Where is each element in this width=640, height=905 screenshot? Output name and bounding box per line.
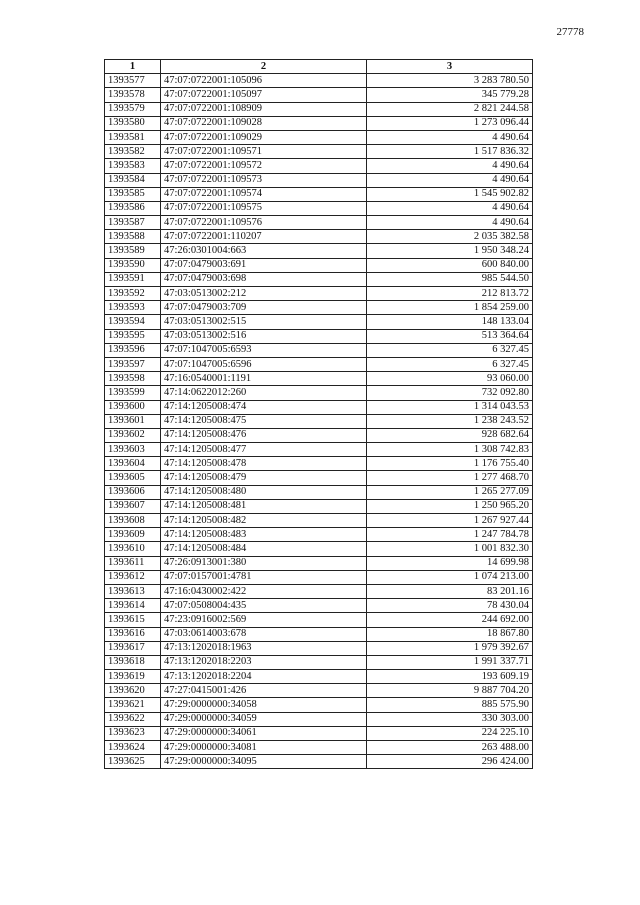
cadastral-value-cell: 345 779.28 [367, 88, 533, 102]
row-number-cell: 1393601 [105, 414, 161, 428]
cadastral-number-cell: 47:07:0722001:105097 [161, 88, 367, 102]
table-row [105, 712, 533, 726]
table-header-row [105, 60, 533, 74]
table-row [105, 159, 533, 173]
cadastral-value-cell: 4 490.64 [367, 130, 533, 144]
row-number-cell: 1393577 [105, 74, 161, 88]
cadastral-number-cell: 47:14:1205008:482 [161, 514, 367, 528]
column-header-1: 1 [105, 60, 161, 74]
row-number-cell: 1393599 [105, 386, 161, 400]
cadastral-value-table [104, 59, 533, 769]
table-row [105, 187, 533, 201]
table-row [105, 216, 533, 230]
table-row [105, 130, 533, 144]
cadastral-number-cell: 47:03:0513002:516 [161, 329, 367, 343]
table-row [105, 116, 533, 130]
cadastral-number-cell: 47:14:1205008:480 [161, 485, 367, 499]
cadastral-number-cell: 47:16:0430002:422 [161, 584, 367, 598]
cadastral-number-cell: 47:07:1047005:6593 [161, 343, 367, 357]
cadastral-number-cell: 47:07:0722001:109576 [161, 216, 367, 230]
cadastral-value-cell: 1 308 742.83 [367, 443, 533, 457]
cadastral-value-cell: 2 035 382.58 [367, 230, 533, 244]
row-number-cell: 1393603 [105, 443, 161, 457]
cadastral-number-cell: 47:07:0722001:109028 [161, 116, 367, 130]
row-number-cell: 1393623 [105, 726, 161, 740]
row-number-cell: 1393612 [105, 570, 161, 584]
table-row [105, 287, 533, 301]
table-row [105, 145, 533, 159]
row-number-cell: 1393578 [105, 88, 161, 102]
row-number-cell: 1393613 [105, 584, 161, 598]
cadastral-value-cell: 928 682.64 [367, 428, 533, 442]
cadastral-number-cell: 47:14:1205008:478 [161, 457, 367, 471]
row-number-cell: 1393610 [105, 542, 161, 556]
cadastral-value-cell: 1 854 259.00 [367, 301, 533, 315]
cadastral-value-cell: 1 001 832.30 [367, 542, 533, 556]
cadastral-number-cell: 47:14:1205008:476 [161, 428, 367, 442]
row-number-cell: 1393611 [105, 556, 161, 570]
row-number-cell: 1393615 [105, 613, 161, 627]
cadastral-value-cell: 4 490.64 [367, 216, 533, 230]
cadastral-value-cell: 4 490.64 [367, 201, 533, 215]
table-row [105, 88, 533, 102]
row-number-cell: 1393589 [105, 244, 161, 258]
table-row [105, 684, 533, 698]
row-number-cell: 1393605 [105, 471, 161, 485]
row-number-cell: 1393604 [105, 457, 161, 471]
column-header-3: 3 [367, 60, 533, 74]
cadastral-value-cell: 9 887 704.20 [367, 684, 533, 698]
row-number-cell: 1393616 [105, 627, 161, 641]
cadastral-value-cell: 732 092.80 [367, 386, 533, 400]
table-row [105, 556, 533, 570]
cadastral-value-cell: 263 488.00 [367, 741, 533, 755]
row-number-cell: 1393602 [105, 428, 161, 442]
cadastral-number-cell: 47:03:0513002:515 [161, 315, 367, 329]
table-row [105, 485, 533, 499]
table-row [105, 755, 533, 769]
table-row [105, 400, 533, 414]
cadastral-number-cell: 47:07:0722001:109029 [161, 130, 367, 144]
cadastral-number-cell: 47:07:1047005:6596 [161, 357, 367, 371]
cadastral-number-cell: 47:14:1205008:481 [161, 499, 367, 513]
page-number: 27778 [556, 26, 584, 38]
table-row [105, 74, 533, 88]
cadastral-value-cell: 296 424.00 [367, 755, 533, 769]
table-row [105, 301, 533, 315]
table-row [105, 357, 533, 371]
column-header-2: 2 [161, 60, 367, 74]
table-body [105, 74, 533, 769]
row-number-cell: 1393622 [105, 712, 161, 726]
cadastral-value-cell: 1 314 043.53 [367, 400, 533, 414]
row-number-cell: 1393591 [105, 272, 161, 286]
table-row [105, 443, 533, 457]
cadastral-value-cell: 330 303.00 [367, 712, 533, 726]
cadastral-value-cell: 513 364.64 [367, 329, 533, 343]
row-number-cell: 1393609 [105, 528, 161, 542]
cadastral-value-cell: 1 250 965.20 [367, 499, 533, 513]
cadastral-value-cell: 6 327.45 [367, 343, 533, 357]
cadastral-number-cell: 47:07:0722001:109575 [161, 201, 367, 215]
cadastral-number-cell: 47:14:1205008:483 [161, 528, 367, 542]
table-row [105, 386, 533, 400]
cadastral-value-cell: 193 609.19 [367, 670, 533, 684]
row-number-cell: 1393584 [105, 173, 161, 187]
cadastral-number-cell: 47:14:1205008:479 [161, 471, 367, 485]
cadastral-value-cell: 1 247 784.78 [367, 528, 533, 542]
cadastral-number-cell: 47:07:0722001:105096 [161, 74, 367, 88]
cadastral-number-cell: 47:07:0722001:109571 [161, 145, 367, 159]
cadastral-number-cell: 47:29:0000000:34058 [161, 698, 367, 712]
cadastral-value-cell: 212 813.72 [367, 287, 533, 301]
table-row [105, 613, 533, 627]
table-row [105, 499, 533, 513]
cadastral-number-cell: 47:07:0508004:435 [161, 599, 367, 613]
cadastral-value-cell: 600 840.00 [367, 258, 533, 272]
cadastral-value-cell: 6 327.45 [367, 357, 533, 371]
cadastral-value-cell: 14 699.98 [367, 556, 533, 570]
cadastral-number-cell: 47:07:0479003:691 [161, 258, 367, 272]
cadastral-value-cell: 1 074 213.00 [367, 570, 533, 584]
cadastral-value-cell: 1 979 392.67 [367, 641, 533, 655]
cadastral-value-cell: 1 273 096.44 [367, 116, 533, 130]
cadastral-number-cell: 47:07:0722001:109572 [161, 159, 367, 173]
cadastral-value-cell: 1 545 902.82 [367, 187, 533, 201]
row-number-cell: 1393587 [105, 216, 161, 230]
row-number-cell: 1393606 [105, 485, 161, 499]
cadastral-number-cell: 47:29:0000000:34095 [161, 755, 367, 769]
cadastral-number-cell: 47:27:0415001:426 [161, 684, 367, 698]
cadastral-number-cell: 47:29:0000000:34081 [161, 741, 367, 755]
row-number-cell: 1393590 [105, 258, 161, 272]
table-row [105, 741, 533, 755]
table-row [105, 698, 533, 712]
row-number-cell: 1393580 [105, 116, 161, 130]
cadastral-number-cell: 47:23:0916002:569 [161, 613, 367, 627]
cadastral-number-cell: 47:07:0722001:108909 [161, 102, 367, 116]
table-row [105, 258, 533, 272]
row-number-cell: 1393592 [105, 287, 161, 301]
row-number-cell: 1393588 [105, 230, 161, 244]
cadastral-number-cell: 47:13:1202018:2204 [161, 670, 367, 684]
table-row [105, 201, 533, 215]
cadastral-value-cell: 224 225.10 [367, 726, 533, 740]
cadastral-number-cell: 47:07:0479003:698 [161, 272, 367, 286]
row-number-cell: 1393579 [105, 102, 161, 116]
cadastral-value-cell: 18 867.80 [367, 627, 533, 641]
cadastral-number-cell: 47:07:0722001:109574 [161, 187, 367, 201]
table-row [105, 514, 533, 528]
row-number-cell: 1393614 [105, 599, 161, 613]
cadastral-value-cell: 2 821 244.58 [367, 102, 533, 116]
table-row [105, 599, 533, 613]
row-number-cell: 1393596 [105, 343, 161, 357]
table-row [105, 230, 533, 244]
table-row [105, 726, 533, 740]
row-number-cell: 1393583 [105, 159, 161, 173]
cadastral-value-cell: 985 544.50 [367, 272, 533, 286]
cadastral-value-cell: 4 490.64 [367, 159, 533, 173]
row-number-cell: 1393619 [105, 670, 161, 684]
row-number-cell: 1393618 [105, 655, 161, 669]
row-number-cell: 1393608 [105, 514, 161, 528]
cadastral-value-cell: 93 060.00 [367, 372, 533, 386]
cadastral-number-cell: 47:26:0913001:380 [161, 556, 367, 570]
row-number-cell: 1393595 [105, 329, 161, 343]
table-row [105, 627, 533, 641]
table-row [105, 329, 533, 343]
cadastral-value-cell: 4 490.64 [367, 173, 533, 187]
table-row [105, 457, 533, 471]
cadastral-value-cell: 78 430.04 [367, 599, 533, 613]
table-row [105, 670, 533, 684]
cadastral-number-cell: 47:14:1205008:474 [161, 400, 367, 414]
table-row [105, 272, 533, 286]
table-row [105, 428, 533, 442]
row-number-cell: 1393581 [105, 130, 161, 144]
cadastral-number-cell: 47:07:0157001:4781 [161, 570, 367, 584]
cadastral-number-cell: 47:14:1205008:475 [161, 414, 367, 428]
table-row [105, 414, 533, 428]
cadastral-number-cell: 47:13:1202018:1963 [161, 641, 367, 655]
table-row [105, 528, 533, 542]
row-number-cell: 1393593 [105, 301, 161, 315]
cadastral-number-cell: 47:07:0722001:110207 [161, 230, 367, 244]
table-row [105, 570, 533, 584]
cadastral-value-cell: 1 176 755.40 [367, 457, 533, 471]
table-row [105, 102, 533, 116]
row-number-cell: 1393594 [105, 315, 161, 329]
cadastral-number-cell: 47:03:0614003:678 [161, 627, 367, 641]
cadastral-value-cell: 1 991 337.71 [367, 655, 533, 669]
table-row [105, 641, 533, 655]
cadastral-value-cell: 1 277 468.70 [367, 471, 533, 485]
cadastral-number-cell: 47:03:0513002:212 [161, 287, 367, 301]
table-row [105, 315, 533, 329]
table-row [105, 655, 533, 669]
cadastral-value-cell: 244 692.00 [367, 613, 533, 627]
cadastral-value-cell: 1 517 836.32 [367, 145, 533, 159]
cadastral-number-cell: 47:29:0000000:34061 [161, 726, 367, 740]
cadastral-value-cell: 1 267 927.44 [367, 514, 533, 528]
cadastral-number-cell: 47:07:0479003:709 [161, 301, 367, 315]
row-number-cell: 1393620 [105, 684, 161, 698]
table-row [105, 244, 533, 258]
row-number-cell: 1393598 [105, 372, 161, 386]
cadastral-value-cell: 1 950 348.24 [367, 244, 533, 258]
cadastral-number-cell: 47:14:1205008:477 [161, 443, 367, 457]
table-row [105, 173, 533, 187]
row-number-cell: 1393582 [105, 145, 161, 159]
cadastral-number-cell: 47:14:0622012:260 [161, 386, 367, 400]
cadastral-number-cell: 47:29:0000000:34059 [161, 712, 367, 726]
table-row [105, 471, 533, 485]
cadastral-value-cell: 1 238 243.52 [367, 414, 533, 428]
row-number-cell: 1393624 [105, 741, 161, 755]
row-number-cell: 1393607 [105, 499, 161, 513]
cadastral-value-cell: 148 133.04 [367, 315, 533, 329]
row-number-cell: 1393625 [105, 755, 161, 769]
row-number-cell: 1393617 [105, 641, 161, 655]
row-number-cell: 1393597 [105, 357, 161, 371]
table-row [105, 372, 533, 386]
cadastral-value-cell: 1 265 277.09 [367, 485, 533, 499]
row-number-cell: 1393600 [105, 400, 161, 414]
cadastral-number-cell: 47:13:1202018:2203 [161, 655, 367, 669]
table-row [105, 343, 533, 357]
row-number-cell: 1393621 [105, 698, 161, 712]
row-number-cell: 1393586 [105, 201, 161, 215]
cadastral-number-cell: 47:16:0540001:1191 [161, 372, 367, 386]
cadastral-value-cell: 3 283 780.50 [367, 74, 533, 88]
cadastral-number-cell: 47:26:0301004:663 [161, 244, 367, 258]
cadastral-number-cell: 47:07:0722001:109573 [161, 173, 367, 187]
table-row [105, 542, 533, 556]
table-row [105, 584, 533, 598]
cadastral-value-cell: 83 201.16 [367, 584, 533, 598]
row-number-cell: 1393585 [105, 187, 161, 201]
cadastral-value-cell: 885 575.90 [367, 698, 533, 712]
cadastral-number-cell: 47:14:1205008:484 [161, 542, 367, 556]
